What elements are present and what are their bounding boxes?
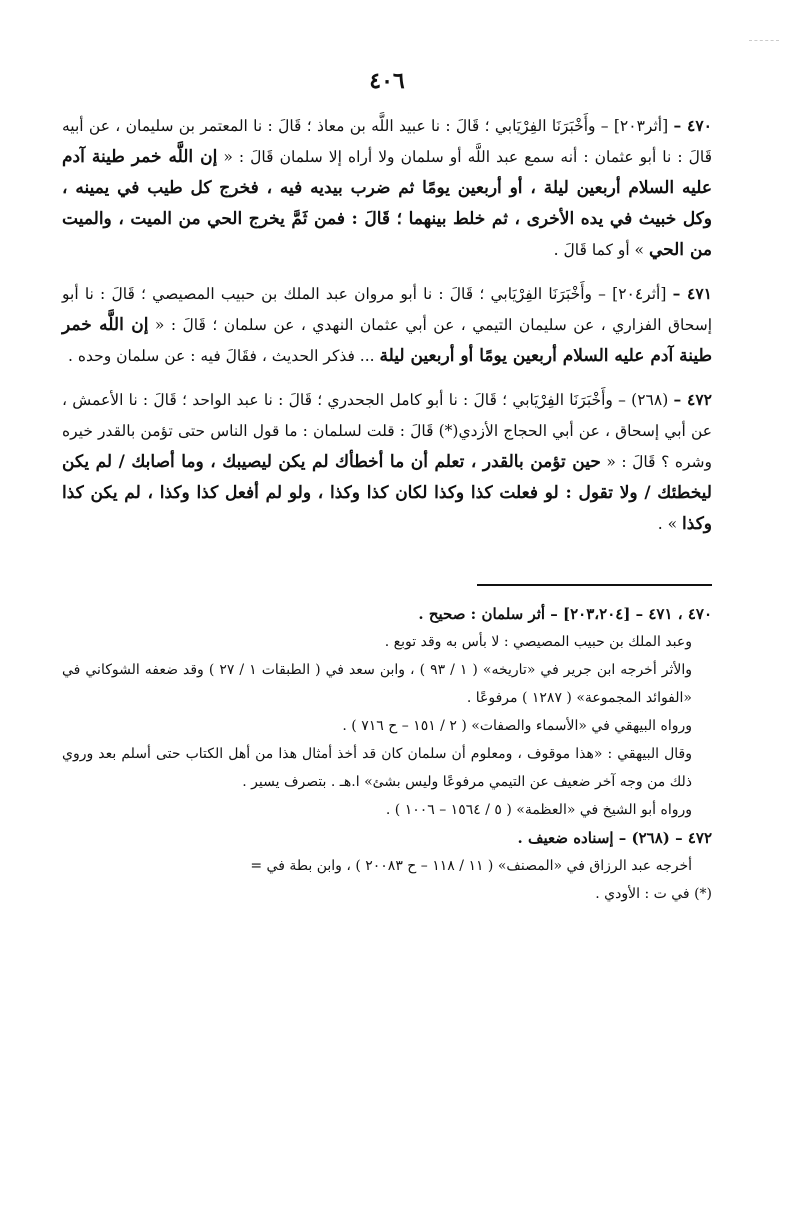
hadith-matn: حين تؤمن بالقدر ، تعلم أن ما أخطأك لم يكن ليصيبك ، وما أصابك / لم يكن ليخطئك / ولا تقول : لو فعلت كذا وكذا لكان كذا وكذا ، ولو لم أفعل كذا وكذا ، لم يكن كذا وكذا bbox=[62, 452, 712, 534]
hadith-number: ٤٧٢ – bbox=[673, 390, 712, 409]
hadith-470 bbox=[62, 110, 712, 266]
scan-edge-mark bbox=[749, 40, 779, 101]
note-line: أخرجه عبد الرزاق في «المصنف» ( ١١ / ١١٨ – ح ٢٠٠٨٣ ) ، وابن بطة في = bbox=[250, 858, 692, 874]
note-line: والأثر أخرجه ابن جرير في «تاريخه» ( ١ / ٩٣ ) ، وابن سعد في ( الطبقات ١ / ٢٧ ) وقد ضعفه الشوكاني في «الفوائد المجموعة» ( ١٢٨٧ ) مرفوعًا . bbox=[62, 662, 692, 706]
note-heading: ٤٧٠ ، ٤٧١ – [٢٠٣،٢٠٤] – أثر سلمان : صحيح . bbox=[418, 605, 712, 623]
hadith-isnad: (٢٦٨) – وأَخْبَرَنَا الفِرْيَابي ؛ قَالَ : نا أبو كامل الجحدري ؛ قَالَ : نا عبد الواحد ؛ قَالَ : نا الأعمش ، عن أبي إسحاق ، عن أبي الحجاج الأزدي(*) قَالَ : قلت لسلمان : ما قول الناس حتى تؤمن بالقدر خيره وشره ؟ قَالَ : « bbox=[62, 391, 712, 471]
footnote-separator-wrap bbox=[62, 552, 712, 600]
hadith-matn: إن اللَّه خمر طينة آدم عليه السلام أربعين يومًا أو أربعين ليلة bbox=[62, 315, 712, 366]
hadith-472 bbox=[62, 384, 712, 540]
hadith-tail: » أو كما قَالَ . bbox=[553, 241, 645, 259]
footnotes bbox=[62, 600, 712, 908]
hadith-matn: إن اللَّه خمر طينة آدم عليه السلام أربعين ليلة ، أو أربعين يومًا ثم ضرب بيديه فيه ، فخرج كل طيب في يمينه ، وكل خبيث في يده الأخرى ، ثم خلط بينهما ؛ قَالَ : فمن ثَمَّ يخرج الحي من الميت ، والميت من الحي bbox=[62, 147, 712, 260]
page-body bbox=[62, 60, 712, 908]
note-heading: ٤٧٢ – (٢٦٨) – إسناده ضعيف . bbox=[517, 829, 712, 847]
hadith-number: ٤٧١ – bbox=[672, 284, 713, 303]
hadith-tail: » . bbox=[657, 515, 678, 533]
page-number: ٤٠٦ bbox=[369, 68, 405, 94]
footnote-marker-note: (*) في ت : الأودي . bbox=[595, 886, 712, 902]
hadith-number: ٤٧٠ – bbox=[673, 116, 712, 135]
note-line: وقال البيهقي : «هذا موقوف ، ومعلوم أن سلمان كان قد أخذ أمثال هذا من أهل الكتاب حتى أسلم بعد وروي ذلك من وجه آخر ضعيف عن التيمي مرفوعًا وليس بشئ» ا.هـ . بتصرف يسير . bbox=[62, 746, 692, 790]
hadith-471 bbox=[62, 278, 712, 372]
note-line: وعبد الملك بن حبيب المصيصي : لا بأس به وقد توبع . bbox=[384, 634, 692, 650]
footnote-separator bbox=[477, 584, 712, 586]
note-line: ورواه أبو الشيخ في «العظمة» ( ٥ / ١٥٦٤ – ١٠٠٦ ) . bbox=[385, 802, 692, 818]
hadith-isnad: [أثر٢٠٣] – وأَخْبَرَنَا الفِرْيَابي ؛ قَالَ : نا عبيد اللَّه بن معاذ ؛ قَالَ : نا المعتمر بن سليمان ، عن أبيه قَالَ : نا أبو عثمان : أنه سمع عبد اللَّه أو سلمان ولا أراه إلا سلمان قَالَ : « bbox=[62, 117, 712, 166]
hadith-isnad: [أثر٢٠٤] – وأَخْبَرَنَا الفِرْيَابي ؛ قَالَ : نا أبو مروان عبد الملك بن حبيب المصيصي ؛ قَالَ : نا أبو إسحاق الفزاري ، عن سليمان التيمي ، عن أبي عثمان النهدي ، عن سلمان ؛ قَالَ : « bbox=[62, 285, 713, 334]
note-line: ورواه البيهقي في «الأسماء والصفات» ( ٢ / ١٥١ – ح ٧١٦ ) . bbox=[342, 718, 692, 734]
hadith-tail: ... فذكر الحديث ، فقَالَ فيه : عن سلمان وحده . bbox=[68, 347, 375, 365]
